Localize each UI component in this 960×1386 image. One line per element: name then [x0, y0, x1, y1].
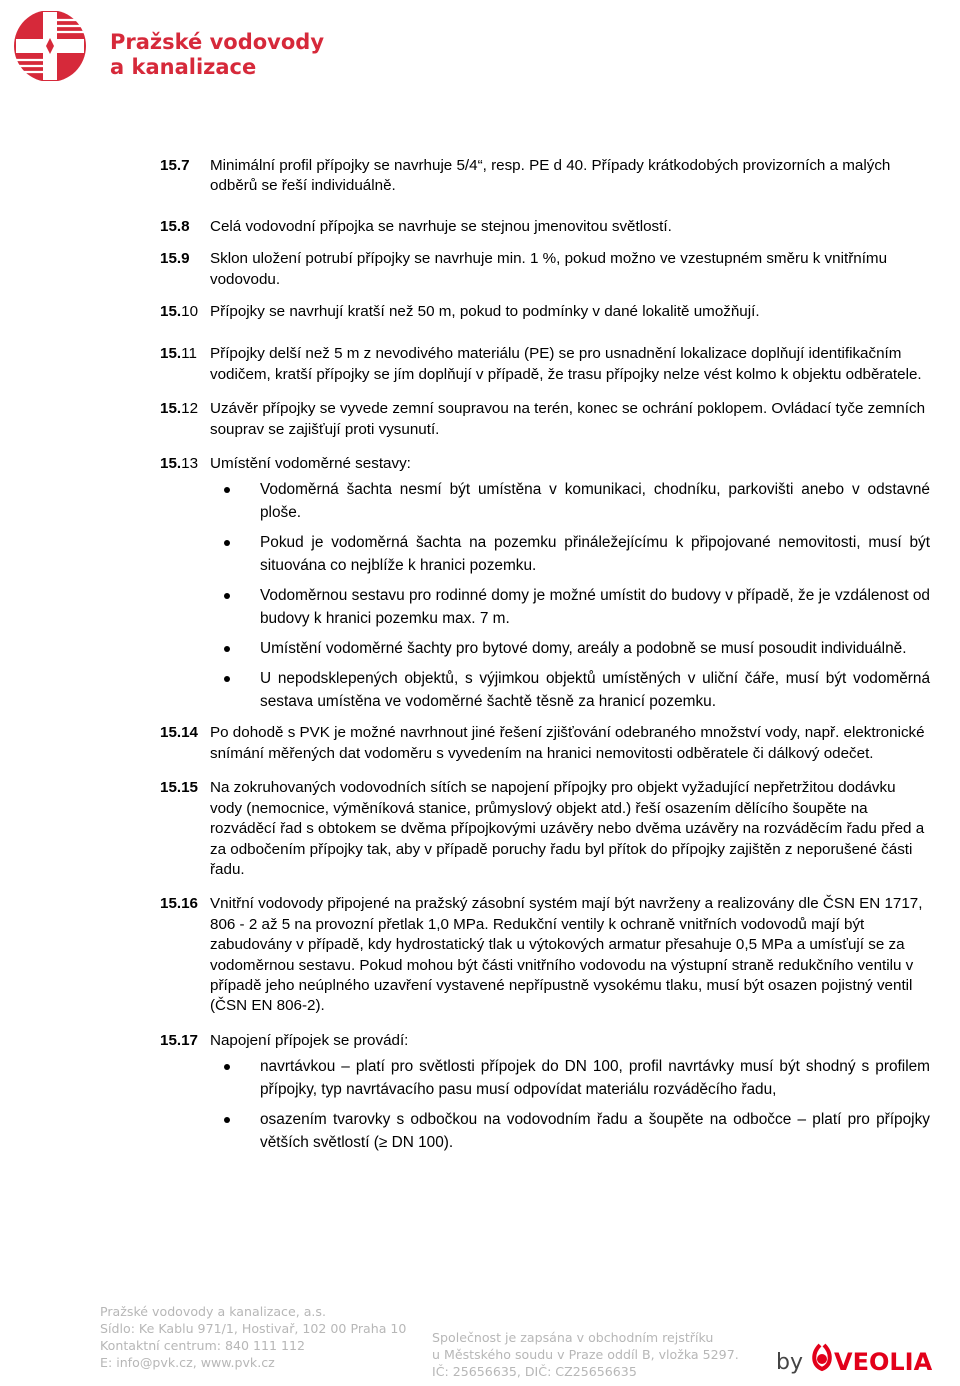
- bullet-list: [210, 1055, 930, 1154]
- veolia-drop-icon: [814, 1345, 830, 1369]
- section-15-10: [160, 302, 930, 322]
- list-item: Vodoměrná šachta nesmí být umístěna v komunikaci, chodníku, parkovišti anebo v odstavné ploše.: [210, 478, 930, 524]
- section-text: Napojení přípojek se provádí:: [210, 1031, 409, 1049]
- bullet-icon: [224, 593, 230, 599]
- section-text: Vnitřní vodovody připojené na pražský zásobní systém mají být navrženy a realizovány dle ČSN EN 1717, 806 - 2 až 5 na provozní přetlak 1,0 MPa. Redukční ventily k ochraně vnitřních vodovodů mají být zabudovány v případě, kdy hydrostatický tlak u výtokových armatur přesahuje 0,5 MPa a umísťují se za vodoměrnou sestavu. Pokud mohou být části vnitřního vodovodu na výstupní straně redukčního ventilu v případě jeho neúplného uzavření vystavené nepřípustně vysokému tlaku, musí být osazen pojistný ventil (ČSN EN 806-2).: [210, 895, 923, 1015]
- section-15-8: [160, 217, 930, 237]
- section-number: 15.7: [160, 157, 190, 174]
- bullet-icon: [224, 646, 230, 652]
- bullet-icon: [224, 540, 230, 546]
- section-15-17: [160, 1031, 930, 1154]
- section-text: Přípojky se navrhují kratší než 50 m, pokud to podmínky v dané lokalitě umožňují.: [210, 303, 760, 321]
- veolia-logo: [774, 1335, 954, 1379]
- section-15-12: [160, 399, 930, 440]
- footer-company: Pražské vodovody a kanalizace, a.s.: [100, 1304, 326, 1319]
- list-item: Vodoměrnou sestavu pro rodinné domy je možné umístit do budovy v případě, že je vzdálenost od budovy k hranici pozemku max. 7 m.: [210, 584, 930, 630]
- section-number: 15.17: [160, 1031, 199, 1049]
- veolia-wordmark: VEOLIA: [834, 1348, 933, 1376]
- bullet-icon: [224, 487, 230, 493]
- section-15-13: [160, 454, 930, 713]
- bullet-icon: [224, 1064, 230, 1070]
- section-15-16: [160, 894, 930, 1016]
- company-logo: [10, 8, 325, 79]
- list-item: navrtávkou – platí pro světlosti přípojek do DN 100, profil navrtávky musí být shodný s profilem přípojky, typ navrtávacího pasu musí odpovídat materiálu rozváděcího řadu,: [210, 1055, 930, 1101]
- logo-line-1: Pražské vodovody: [110, 30, 325, 54]
- list-item: Umístění vodoměrné šachty pro bytové domy, areály a podobně se musí posoudit individuálně.: [210, 637, 930, 660]
- section-text: Přípojky delší než 5 m z nevodivého materiálu (PE) se pro usnadnění lokalizace doplňují identifikačním vodičem, kratší přípojky se jím doplňují v případě, že trasu přípojky nelze vést kolmo k objektu odběratele.: [210, 345, 922, 383]
- footer-contact: Kontaktní centrum: 840 111 112: [100, 1338, 306, 1353]
- section-text: Po dohodě s PVK je možné navrhnout jiné řešení zjišťování odebraného množství vody, např. elektronické snímání měřených dat vodoměru s vyvedením na hranici nemovitosti odběratele či dálkový odečet.: [210, 724, 925, 762]
- section-text: Na zokruhovaných vodovodních sítích se napojení přípojky pro objekt vyžadující nepřetržitou dodávku vody (nemocnice, výměníková stanice, průmyslový objekt atd.) řeší osazením dělícího šoupěte na rozváděcí řad s obtokem se dvěma přípojkovými uzávěry nebo dvěma uzávěry na rozváděcím řadu před a za odbočením přípojky tak, aby v případě poruchy řadu byl přítok do přípojky zajištěn z neporušené části řadu.: [210, 779, 925, 878]
- section-15-7: [160, 156, 930, 197]
- section-text: Minimální profil přípojky se navrhuje 5/4“, resp. PE d 40. Případy krátkodobých provizorních a malých odběrů se řeší individuálně.: [210, 157, 891, 195]
- footer-address: Sídlo: Ke Kablu 971/1, Hostivař, 102 00 Praha 10: [100, 1321, 407, 1336]
- footer-register-1: Společnost je zapsána v obchodním rejstříku: [432, 1330, 714, 1345]
- section-15-11: [160, 344, 930, 385]
- section-number: 15.8: [160, 217, 190, 235]
- section-text: Celá vodovodní přípojka se navrhuje se stejnou jmenovitou světlostí.: [210, 217, 672, 235]
- section-number: 15.9: [160, 250, 190, 268]
- bullet-list: [210, 478, 930, 713]
- section-number: 15.16: [160, 895, 199, 913]
- section-text: Sklon uložení potrubí přípojky se navrhuje min. 1 %, pokud možno ve vzestupném směru k vnitřnímu vodovodu.: [210, 250, 888, 288]
- section-number: 15.14: [160, 724, 199, 742]
- section-number: 15.12: [160, 400, 199, 418]
- footer-register-2: u Městského soudu v Praze oddíl B, vložka 5297.: [432, 1347, 739, 1362]
- list-item: Pokud je vodoměrná šachta na pozemku přináležejícímu k připojované nemovitosti, musí být situována co nejblíže k hranici pozemku.: [210, 531, 930, 577]
- logo-wordmark: [110, 30, 324, 80]
- document-body: [160, 156, 930, 1161]
- section-text: Uzávěr přípojky se vyvede zemní soupravou na terén, konec se ochrání poklopem. Ovládací tyče zemních souprav se zajišťují proti vysunutí.: [210, 400, 926, 438]
- section-number: 15.13: [160, 455, 199, 473]
- section-15-15: [160, 778, 930, 880]
- section-text: Umístění vodoměrné sestavy:: [210, 455, 411, 473]
- page-footer: [100, 1303, 960, 1383]
- section-number: 15.10: [160, 303, 199, 321]
- footer-company-info: [100, 1303, 406, 1371]
- list-item: U nepodsklepených objektů, s výjimkou objektů umístěných v uliční čáře, musí být vodoměrná sestava umístěna ve vodoměrné šachtě těsně za hranicí pozemku.: [210, 667, 930, 713]
- list-item: osazením tvarovky s odbočkou na vodovodním řadu a šoupěte na odbočce – platí pro přípojky větších světlostí (≥ DN 100).: [210, 1108, 930, 1154]
- pvk-cross-icon: [10, 8, 94, 84]
- section-15-9: [160, 249, 930, 290]
- bullet-icon: [224, 1117, 230, 1123]
- section-number: 15.15: [160, 779, 199, 797]
- section-15-14: [160, 723, 930, 764]
- bullet-icon: [224, 676, 230, 682]
- veolia-by-text: by: [776, 1350, 803, 1375]
- section-number: 15.11: [160, 345, 197, 363]
- footer-web: E: info@pvk.cz, www.pvk.cz: [100, 1355, 275, 1370]
- logo-line-2: a kanalizace: [110, 55, 257, 79]
- footer-ids: IČ: 25656635, DIČ: CZ25656635: [432, 1364, 637, 1379]
- footer-register-info: [432, 1329, 739, 1380]
